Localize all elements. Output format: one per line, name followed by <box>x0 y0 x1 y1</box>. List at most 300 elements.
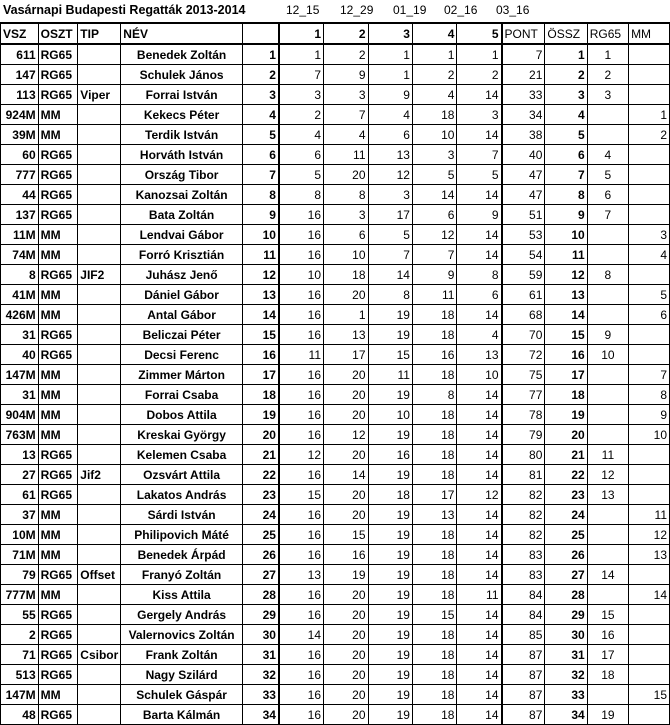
cell-pont: 84 <box>502 585 545 605</box>
cell-vsz: 513 <box>1 665 39 685</box>
cell-mm: 10 <box>629 425 670 445</box>
cell-pont: 77 <box>502 385 545 405</box>
cell-race-3: 19 <box>368 325 412 345</box>
cell-vsz: 44 <box>1 185 39 205</box>
cell-nev: Schulek János <box>121 65 243 85</box>
cell-pont: 70 <box>502 325 545 345</box>
cell-race-3: 19 <box>368 685 412 705</box>
cell-ossz: 19 <box>545 405 587 425</box>
cell-race-2: 18 <box>324 265 368 285</box>
cell-race-5: 2 <box>457 65 502 85</box>
cell-mm <box>629 345 670 365</box>
cell-mm: 15 <box>629 685 670 705</box>
cell-nev: Kanozsai Zoltán <box>121 185 243 205</box>
cell-race-2: 9 <box>324 65 368 85</box>
cell-oszt: MM <box>38 505 78 525</box>
cell-tip <box>78 585 121 605</box>
cell-nev: Dobos Attila <box>121 405 243 425</box>
cell-race-3: 14 <box>368 265 412 285</box>
cell-race-2: 11 <box>324 145 368 165</box>
cell-vsz: 924M <box>1 105 39 125</box>
cell-rank: 26 <box>242 545 279 565</box>
cell-tip <box>78 605 121 625</box>
cell-race-4: 8 <box>412 385 456 405</box>
cell-pont: 82 <box>502 525 545 545</box>
cell-race-1: 16 <box>279 585 324 605</box>
table-row <box>1 565 670 585</box>
cell-nev: Philipovich Máté <box>121 525 243 545</box>
cell-race-3: 18 <box>368 485 412 505</box>
cell-nev: Benedek Árpád <box>121 545 243 565</box>
cell-race-5: 14 <box>457 305 502 325</box>
cell-oszt: MM <box>38 365 78 385</box>
cell-race-5: 14 <box>457 625 502 645</box>
cell-nev: Antal Gábor <box>121 305 243 325</box>
cell-tip <box>78 105 121 125</box>
cell-oszt: MM <box>38 125 78 145</box>
cell-mm: 9 <box>629 405 670 425</box>
cell-tip <box>78 485 121 505</box>
cell-race-3: 11 <box>368 365 412 385</box>
cell-rg65: 1 <box>587 44 628 65</box>
cell-race-1: 13 <box>279 565 324 585</box>
cell-mm <box>629 565 670 585</box>
cell-race-5: 12 <box>457 485 502 505</box>
table-row <box>1 205 670 225</box>
cell-mm: 8 <box>629 385 670 405</box>
cell-rg65 <box>587 105 628 125</box>
cell-race-4: 18 <box>412 325 456 345</box>
table-row <box>1 585 670 605</box>
cell-rg65: 10 <box>587 345 628 365</box>
cell-rank: 24 <box>242 505 279 525</box>
cell-race-4: 13 <box>412 505 456 525</box>
cell-race-4: 18 <box>412 545 456 565</box>
cell-mm <box>629 645 670 665</box>
cell-nev: Kiss Attila <box>121 585 243 605</box>
cell-nev: Frank Zoltán <box>121 645 243 665</box>
cell-pont: 72 <box>502 345 545 365</box>
cell-race-5: 6 <box>457 285 502 305</box>
cell-race-5: 14 <box>457 425 502 445</box>
cell-race-4: 18 <box>412 105 456 125</box>
cell-rg65 <box>587 365 628 385</box>
cell-vsz: 79 <box>1 565 39 585</box>
cell-vsz: 113 <box>1 85 39 105</box>
cell-nev: Beliczai Péter <box>121 325 243 345</box>
cell-rg65: 17 <box>587 645 628 665</box>
cell-race-1: 16 <box>279 285 324 305</box>
cell-pont: 61 <box>502 285 545 305</box>
cell-pont: 82 <box>502 485 545 505</box>
header-row <box>1 23 670 44</box>
cell-race-4: 18 <box>412 705 456 725</box>
cell-race-4: 18 <box>412 665 456 685</box>
cell-race-3: 16 <box>368 445 412 465</box>
cell-pont: 53 <box>502 225 545 245</box>
cell-race-1: 16 <box>279 605 324 625</box>
cell-nev: Forrai István <box>121 85 243 105</box>
table-row <box>1 225 670 245</box>
cell-race-1: 16 <box>279 225 324 245</box>
cell-race-2: 20 <box>324 445 368 465</box>
cell-race-5: 14 <box>457 445 502 465</box>
cell-race-2: 12 <box>324 425 368 445</box>
cell-mm <box>629 485 670 505</box>
table-row <box>1 285 670 305</box>
table-row <box>1 385 670 405</box>
cell-race-3: 19 <box>368 645 412 665</box>
cell-nev: Lendvai Gábor <box>121 225 243 245</box>
cell-rank: 11 <box>242 245 279 265</box>
cell-race-4: 12 <box>412 225 456 245</box>
cell-race-2: 8 <box>324 185 368 205</box>
cell-race-2: 20 <box>324 365 368 385</box>
cell-nev: Forró Krisztián <box>121 245 243 265</box>
cell-ossz: 31 <box>545 645 587 665</box>
cell-race-5: 13 <box>457 345 502 365</box>
cell-oszt: MM <box>38 105 78 125</box>
cell-race-1: 16 <box>279 205 324 225</box>
cell-race-5: 1 <box>457 44 502 65</box>
cell-pont: 82 <box>502 505 545 525</box>
cell-race-5: 14 <box>457 385 502 405</box>
table-row <box>1 165 670 185</box>
cell-pont: 83 <box>502 545 545 565</box>
cell-tip <box>78 65 121 85</box>
cell-rank: 31 <box>242 645 279 665</box>
cell-rg65: 14 <box>587 565 628 585</box>
cell-oszt: MM <box>38 425 78 445</box>
cell-vsz: 55 <box>1 605 39 625</box>
cell-pont: 85 <box>502 625 545 645</box>
col-header-race-4: 4 <box>412 23 456 44</box>
cell-race-1: 16 <box>279 525 324 545</box>
cell-nev: Kekecs Péter <box>121 105 243 125</box>
cell-nev: Barta Kálmán <box>121 705 243 725</box>
cell-tip <box>78 525 121 545</box>
cell-rg65 <box>587 385 628 405</box>
cell-rank: 16 <box>242 345 279 365</box>
cell-ossz: 1 <box>545 44 587 65</box>
cell-oszt: MM <box>38 385 78 405</box>
cell-pont: 47 <box>502 165 545 185</box>
cell-ossz: 29 <box>545 605 587 625</box>
cell-race-2: 16 <box>324 545 368 565</box>
cell-race-2: 3 <box>324 205 368 225</box>
table-row <box>1 44 670 65</box>
cell-vsz: 11M <box>1 225 39 245</box>
cell-race-1: 16 <box>279 505 324 525</box>
cell-ossz: 10 <box>545 225 587 245</box>
cell-ossz: 6 <box>545 145 587 165</box>
table-row <box>1 405 670 425</box>
table-row <box>1 645 670 665</box>
cell-race-5: 8 <box>457 265 502 285</box>
table-row <box>1 145 670 165</box>
cell-race-2: 20 <box>324 505 368 525</box>
cell-mm: 12 <box>629 525 670 545</box>
cell-nev: Schulek Gáspár <box>121 685 243 705</box>
cell-race-4: 18 <box>412 405 456 425</box>
cell-race-5: 5 <box>457 165 502 185</box>
cell-rank: 28 <box>242 585 279 605</box>
cell-mm <box>629 265 670 285</box>
cell-race-4: 18 <box>412 305 456 325</box>
table-row <box>1 85 670 105</box>
cell-ossz: 32 <box>545 665 587 685</box>
cell-oszt: RG65 <box>38 705 78 725</box>
cell-ossz: 30 <box>545 625 587 645</box>
cell-ossz: 13 <box>545 285 587 305</box>
col-header-race-5: 5 <box>457 23 502 44</box>
cell-race-4: 11 <box>412 285 456 305</box>
cell-rg65: 7 <box>587 205 628 225</box>
table-row <box>1 345 670 365</box>
results-table <box>0 22 670 725</box>
cell-ossz: 33 <box>545 685 587 705</box>
cell-mm <box>629 465 670 485</box>
cell-race-1: 16 <box>279 645 324 665</box>
cell-race-2: 20 <box>324 485 368 505</box>
cell-vsz: 61 <box>1 485 39 505</box>
cell-race-1: 16 <box>279 365 324 385</box>
cell-mm <box>629 85 670 105</box>
cell-tip <box>78 385 121 405</box>
cell-ossz: 23 <box>545 485 587 505</box>
cell-rank: 14 <box>242 305 279 325</box>
cell-nev: Dániel Gábor <box>121 285 243 305</box>
cell-ossz: 28 <box>545 585 587 605</box>
table-row <box>1 425 670 445</box>
cell-ossz: 26 <box>545 545 587 565</box>
cell-oszt: RG65 <box>38 645 78 665</box>
cell-pont: 87 <box>502 685 545 705</box>
cell-rank: 1 <box>242 44 279 65</box>
cell-race-1: 15 <box>279 485 324 505</box>
cell-race-4: 18 <box>412 465 456 485</box>
cell-race-3: 19 <box>368 505 412 525</box>
cell-race-2: 20 <box>324 385 368 405</box>
cell-race-1: 8 <box>279 185 324 205</box>
cell-race-3: 19 <box>368 425 412 445</box>
cell-ossz: 34 <box>545 705 587 725</box>
col-header-nev: NÉV <box>121 23 243 44</box>
cell-tip: Offset <box>78 565 121 585</box>
cell-pont: 34 <box>502 105 545 125</box>
table-row <box>1 445 670 465</box>
cell-race-3: 3 <box>368 185 412 205</box>
cell-pont: 75 <box>502 365 545 385</box>
cell-mm <box>629 44 670 65</box>
cell-pont: 47 <box>502 185 545 205</box>
cell-race-1: 16 <box>279 325 324 345</box>
cell-mm: 6 <box>629 305 670 325</box>
cell-race-1: 16 <box>279 705 324 725</box>
cell-mm: 14 <box>629 585 670 605</box>
cell-mm <box>629 665 670 685</box>
cell-mm <box>629 205 670 225</box>
cell-oszt: RG65 <box>38 665 78 685</box>
cell-tip <box>78 285 121 305</box>
cell-rank: 29 <box>242 605 279 625</box>
table-row <box>1 685 670 705</box>
cell-race-5: 14 <box>457 465 502 485</box>
cell-race-2: 17 <box>324 345 368 365</box>
cell-race-1: 12 <box>279 445 324 465</box>
cell-nev: Zimmer Márton <box>121 365 243 385</box>
cell-race-3: 5 <box>368 225 412 245</box>
cell-race-3: 19 <box>368 705 412 725</box>
cell-race-3: 13 <box>368 145 412 165</box>
cell-ossz: 2 <box>545 65 587 85</box>
cell-tip <box>78 305 121 325</box>
cell-rg65: 19 <box>587 705 628 725</box>
cell-pont: 59 <box>502 265 545 285</box>
cell-oszt: MM <box>38 585 78 605</box>
cell-race-2: 2 <box>324 44 368 65</box>
cell-pont: 78 <box>502 405 545 425</box>
col-header-rank <box>242 23 279 44</box>
cell-race-4: 1 <box>412 44 456 65</box>
cell-ossz: 4 <box>545 105 587 125</box>
cell-oszt: RG65 <box>38 605 78 625</box>
cell-race-3: 19 <box>368 525 412 545</box>
date-header-1: 12_15 <box>286 3 320 17</box>
col-header-rg65: RG65 <box>587 23 628 44</box>
cell-nev: Horváth István <box>121 145 243 165</box>
cell-pont: 33 <box>502 85 545 105</box>
cell-race-3: 19 <box>368 465 412 485</box>
cell-ossz: 3 <box>545 85 587 105</box>
cell-mm <box>629 65 670 85</box>
cell-race-5: 14 <box>457 685 502 705</box>
cell-tip <box>78 165 121 185</box>
cell-pont: 38 <box>502 125 545 145</box>
cell-mm <box>629 165 670 185</box>
cell-ossz: 22 <box>545 465 587 485</box>
cell-ossz: 5 <box>545 125 587 145</box>
cell-race-1: 16 <box>279 665 324 685</box>
cell-race-4: 15 <box>412 605 456 625</box>
cell-nev: Kelemen Csaba <box>121 445 243 465</box>
cell-mm <box>629 145 670 165</box>
cell-race-1: 16 <box>279 385 324 405</box>
cell-race-5: 14 <box>457 705 502 725</box>
table-row <box>1 245 670 265</box>
cell-oszt: MM <box>38 545 78 565</box>
table-row <box>1 365 670 385</box>
cell-tip <box>78 545 121 565</box>
cell-race-5: 14 <box>457 545 502 565</box>
cell-race-5: 11 <box>457 585 502 605</box>
table-row <box>1 65 670 85</box>
date-header-4: 02_16 <box>444 3 478 17</box>
cell-oszt: MM <box>38 225 78 245</box>
cell-vsz: 147 <box>1 65 39 85</box>
cell-race-3: 19 <box>368 545 412 565</box>
cell-race-2: 14 <box>324 465 368 485</box>
cell-tip <box>78 125 121 145</box>
cell-tip <box>78 225 121 245</box>
cell-oszt: RG65 <box>38 345 78 365</box>
cell-race-1: 4 <box>279 125 324 145</box>
cell-rank: 25 <box>242 525 279 545</box>
cell-oszt: RG65 <box>38 325 78 345</box>
cell-race-4: 18 <box>412 585 456 605</box>
cell-race-4: 16 <box>412 345 456 365</box>
cell-race-4: 18 <box>412 445 456 465</box>
cell-vsz: 40 <box>1 345 39 365</box>
table-row <box>1 265 670 285</box>
cell-rg65 <box>587 245 628 265</box>
cell-ossz: 25 <box>545 525 587 545</box>
cell-race-3: 19 <box>368 305 412 325</box>
table-row <box>1 605 670 625</box>
cell-nev: Valernovics Zoltán <box>121 625 243 645</box>
cell-mm: 7 <box>629 365 670 385</box>
cell-race-3: 6 <box>368 125 412 145</box>
cell-race-3: 15 <box>368 345 412 365</box>
cell-nev: Juhász Jenő <box>121 265 243 285</box>
cell-ossz: 8 <box>545 185 587 205</box>
cell-oszt: MM <box>38 285 78 305</box>
cell-tip <box>78 505 121 525</box>
cell-rank: 4 <box>242 105 279 125</box>
cell-oszt: MM <box>38 245 78 265</box>
cell-oszt: RG65 <box>38 625 78 645</box>
cell-race-3: 19 <box>368 665 412 685</box>
cell-race-2: 20 <box>324 605 368 625</box>
cell-ossz: 20 <box>545 425 587 445</box>
cell-race-4: 18 <box>412 625 456 645</box>
cell-rg65 <box>587 505 628 525</box>
cell-nev: Forrai Csaba <box>121 385 243 405</box>
cell-race-4: 18 <box>412 425 456 445</box>
cell-tip <box>78 325 121 345</box>
cell-ossz: 15 <box>545 325 587 345</box>
cell-tip <box>78 145 121 165</box>
cell-rg65 <box>587 545 628 565</box>
cell-race-1: 10 <box>279 265 324 285</box>
cell-race-4: 2 <box>412 65 456 85</box>
cell-race-2: 13 <box>324 325 368 345</box>
cell-race-3: 12 <box>368 165 412 185</box>
cell-rg65: 3 <box>587 85 628 105</box>
cell-oszt: RG65 <box>38 485 78 505</box>
cell-vsz: 60 <box>1 145 39 165</box>
cell-oszt: RG65 <box>38 185 78 205</box>
cell-pont: 83 <box>502 565 545 585</box>
cell-rank: 19 <box>242 405 279 425</box>
cell-vsz: 71 <box>1 645 39 665</box>
cell-race-3: 19 <box>368 565 412 585</box>
cell-race-2: 10 <box>324 245 368 265</box>
cell-vsz: 137 <box>1 205 39 225</box>
cell-oszt: RG65 <box>38 145 78 165</box>
cell-rank: 6 <box>242 145 279 165</box>
cell-pont: 54 <box>502 245 545 265</box>
cell-pont: 21 <box>502 65 545 85</box>
results-body <box>1 23 670 725</box>
cell-mm: 13 <box>629 545 670 565</box>
cell-tip <box>78 185 121 205</box>
cell-rank: 13 <box>242 285 279 305</box>
cell-vsz: 37 <box>1 505 39 525</box>
cell-tip <box>78 665 121 685</box>
table-row <box>1 185 670 205</box>
cell-oszt: RG65 <box>38 85 78 105</box>
